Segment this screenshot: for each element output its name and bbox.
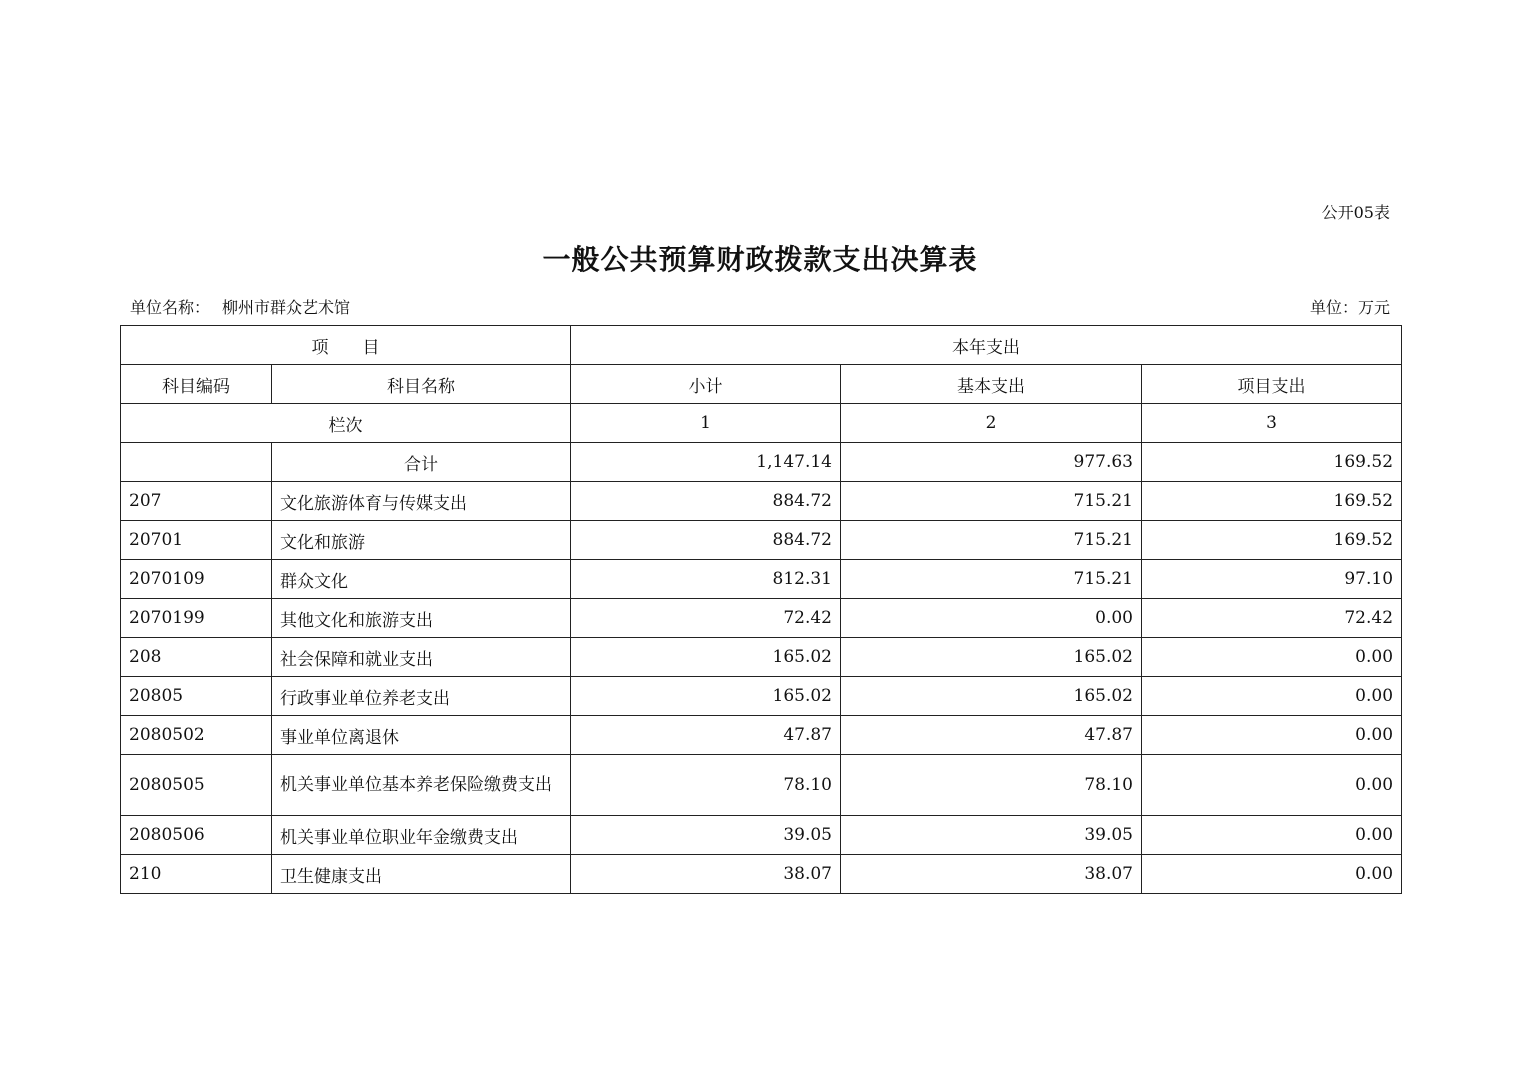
table-row [121, 755, 1402, 816]
unit-name-value: 柳州市群众艺术馆 [222, 298, 351, 317]
col-basic-header: 基本支出 [841, 365, 1142, 404]
row-subtotal: 39.05 [571, 816, 841, 855]
row-name: 文化和旅游 [272, 521, 571, 560]
row-name: 机关事业单位基本养老保险缴费支出 [272, 755, 571, 816]
row-basic: 715.21 [841, 560, 1142, 599]
row-subtotal: 165.02 [571, 677, 841, 716]
header-row-1 [121, 326, 1402, 365]
row-project: 97.10 [1142, 560, 1402, 599]
unit-name [130, 295, 350, 318]
column-index-row [121, 404, 1402, 443]
row-basic: 78.10 [841, 755, 1142, 816]
row-name: 卫生健康支出 [272, 855, 571, 894]
row-name: 其他文化和旅游支出 [272, 599, 571, 638]
row-code: 2080502 [121, 716, 272, 755]
column-index-3: 3 [1142, 404, 1402, 443]
row-basic: 38.07 [841, 855, 1142, 894]
row-basic: 165.02 [841, 677, 1142, 716]
row-project: 72.42 [1142, 599, 1402, 638]
row-code: 2080505 [121, 755, 272, 816]
row-project: 169.52 [1142, 521, 1402, 560]
row-name: 社会保障和就业支出 [272, 638, 571, 677]
row-project: 0.00 [1142, 855, 1402, 894]
total-label: 合计 [272, 443, 571, 482]
row-name: 行政事业单位养老支出 [272, 677, 571, 716]
page-title: 一般公共预算财政拨款支出决算表 [542, 243, 978, 276]
row-code: 2070109 [121, 560, 272, 599]
column-index-1: 1 [571, 404, 841, 443]
row-code: 207 [121, 482, 272, 521]
row-subtotal: 78.10 [571, 755, 841, 816]
row-basic: 47.87 [841, 716, 1142, 755]
row-project: 0.00 [1142, 755, 1402, 816]
row-basic: 165.02 [841, 638, 1142, 677]
col-code-header: 科目编码 [121, 365, 272, 404]
row-code: 20701 [121, 521, 272, 560]
header-item: 项 目 [121, 326, 571, 365]
row-basic: 39.05 [841, 816, 1142, 855]
row-name: 事业单位离退休 [272, 716, 571, 755]
expenditure-table [120, 325, 1402, 894]
row-code: 20805 [121, 677, 272, 716]
table-row [121, 716, 1402, 755]
row-subtotal: 812.31 [571, 560, 841, 599]
table-row [121, 599, 1402, 638]
row-subtotal: 165.02 [571, 638, 841, 677]
total-row [121, 443, 1402, 482]
column-index-label: 栏次 [121, 404, 571, 443]
row-subtotal: 47.87 [571, 716, 841, 755]
table-row [121, 855, 1402, 894]
row-project: 169.52 [1142, 482, 1402, 521]
table-row [121, 521, 1402, 560]
row-basic: 0.00 [841, 599, 1142, 638]
currency-unit: 单位：万元 [1309, 298, 1390, 317]
row-code: 210 [121, 855, 272, 894]
row-project: 0.00 [1142, 716, 1402, 755]
row-project: 0.00 [1142, 638, 1402, 677]
row-code: 208 [121, 638, 272, 677]
row-project: 0.00 [1142, 816, 1402, 855]
row-name: 群众文化 [272, 560, 571, 599]
col-project-header: 项目支出 [1142, 365, 1402, 404]
table-row [121, 816, 1402, 855]
total-basic: 977.63 [841, 443, 1142, 482]
table-row [121, 560, 1402, 599]
table-row [121, 638, 1402, 677]
total-subtotal: 1,147.14 [571, 443, 841, 482]
row-project: 0.00 [1142, 677, 1402, 716]
row-code: 2070199 [121, 599, 272, 638]
row-code: 2080506 [121, 816, 272, 855]
total-project: 169.52 [1142, 443, 1402, 482]
row-basic: 715.21 [841, 521, 1142, 560]
header-current-year: 本年支出 [571, 326, 1402, 365]
row-subtotal: 884.72 [571, 521, 841, 560]
column-index-2: 2 [841, 404, 1142, 443]
row-subtotal: 38.07 [571, 855, 841, 894]
total-code [121, 443, 272, 482]
table-row [121, 677, 1402, 716]
header-row-2 [121, 365, 1402, 404]
row-name: 机关事业单位职业年金缴费支出 [272, 816, 571, 855]
row-basic: 715.21 [841, 482, 1142, 521]
row-name: 文化旅游体育与传媒支出 [272, 482, 571, 521]
unit-name-label: 单位名称： [130, 298, 211, 317]
row-subtotal: 884.72 [571, 482, 841, 521]
col-subtotal-header: 小计 [571, 365, 841, 404]
form-code: 公开05表 [1321, 203, 1390, 222]
table-row [121, 482, 1402, 521]
col-name-header: 科目名称 [272, 365, 571, 404]
row-subtotal: 72.42 [571, 599, 841, 638]
